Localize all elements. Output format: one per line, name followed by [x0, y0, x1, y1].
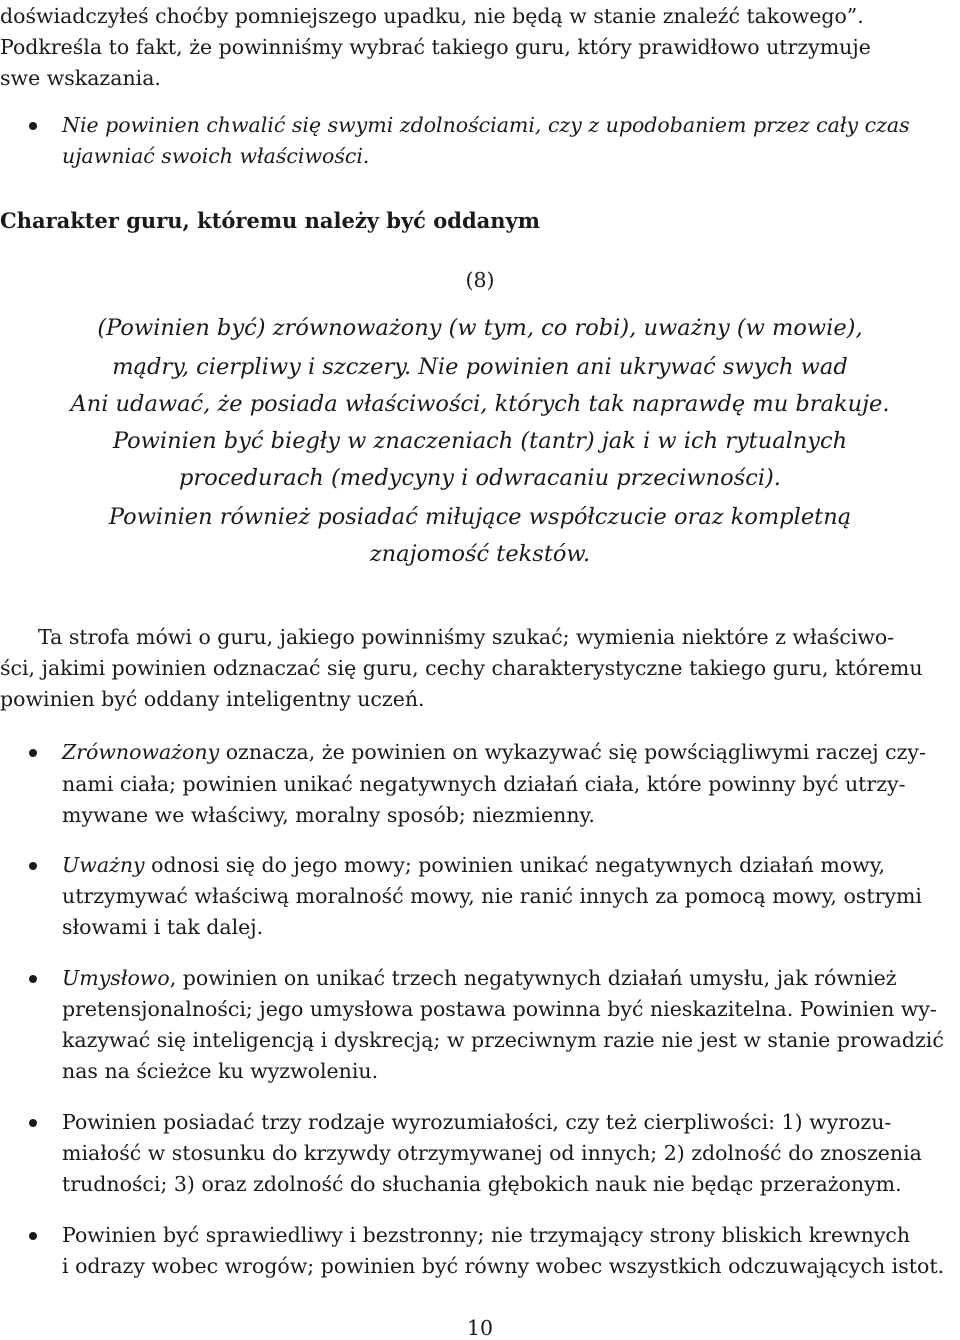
bullet-line: utrzymywać właściwą moralność mowy, nie ranić innych za pomocą mowy, ostrymi — [62, 884, 922, 908]
paragraph-line: Podkreśla to fakt, że powinniśmy wybrać takiego guru, który prawidłowo utrzymuje — [0, 35, 871, 59]
bullet-text: , powinien on unikać trzech negatywnych działań umysłu, jak również — [169, 966, 897, 990]
bullet-line — [62, 742, 926, 763]
bullet-icon — [29, 1119, 37, 1127]
bullet-line: nami ciała; powinien unikać negatywnych działań ciała, które powinny być utrzy- — [62, 772, 906, 796]
bullet-icon — [29, 1232, 37, 1240]
verse-line: procedurach (medycyny i odwracaniu przeciwności). — [179, 465, 781, 491]
bullet-line: Powinien być sprawiedliwy i bezstronny; nie trzymający strony bliskich krewnych — [62, 1223, 911, 1247]
bullet-line: Nie powinien chwalić się swymi zdolnościami, czy z upodobaniem przez cały czas — [62, 113, 910, 137]
bullet-line: miałość w stosunku do krzywdy otrzymywanej od innych; 2) zdolność do znoszenia — [62, 1141, 922, 1165]
bullet-text: oznacza, że powinien on wykazywać się powściągliwymi raczej czy- — [219, 740, 926, 764]
bullet-line — [62, 968, 897, 989]
section-heading: Charakter guru, któremu należy być oddanym — [0, 208, 540, 233]
bullet-term: Uważny — [62, 853, 145, 877]
bullet-line: pretensjonalności; jego umysłowa postawa powinna być nieskazitelna. Powinien wy- — [62, 997, 937, 1021]
verse-line: znajomość tekstów. — [369, 541, 591, 567]
bullet-term: Zrównoważony — [62, 740, 220, 764]
verse-line: Ani udawać, że posiada właściwości, których tak naprawdę mu brakuje. — [70, 391, 890, 417]
bullet-line: ujawniać swoich właściwości. — [62, 144, 370, 168]
paragraph-line: swe wskazania. — [0, 66, 161, 90]
verse-line: (Powinien być) zrównoważony (w tym, co robi), uważny (w mowie), — [97, 315, 863, 341]
bullet-line: i odrazy wobec wrogów; powinien być równy wobec wszystkich odczuwających istot. — [62, 1254, 945, 1278]
verse-line: mądry, cierpliwy i szczery. Nie powinien ani ukrywać swych wad — [112, 354, 848, 380]
bullet-icon — [29, 122, 37, 130]
bullet-line — [62, 855, 885, 876]
bullet-icon — [29, 862, 37, 870]
verse-line: Powinien być biegły w znaczeniach (tantr) jak i w ich rytualnych — [112, 428, 848, 454]
bullet-icon — [29, 749, 37, 757]
paragraph-line: doświadczyłeś choćby pomniejszego upadku, nie będą w stanie znaleźć takowego”. — [0, 4, 864, 28]
verse-number: (8) — [465, 268, 495, 292]
bullet-icon — [29, 975, 37, 983]
bullet-term: Umysłowo — [62, 966, 170, 990]
paragraph-line: Ta strofa mówi o guru, jakiego powinniśmy szukać; wymienia niektóre z właściwo- — [38, 625, 895, 649]
bullet-line: słowami i tak dalej. — [62, 915, 264, 939]
bullet-line: Powinien posiadać trzy rodzaje wyrozumiałości, czy też cierpliwości: 1) wyrozu- — [62, 1110, 892, 1134]
bullet-line: nas na ścieżce ku wyzwoleniu. — [62, 1059, 379, 1083]
page-number: 10 — [466, 1316, 494, 1340]
paragraph-line: powinien być oddany inteligentny uczeń. — [0, 687, 425, 711]
bullet-line: trudności; 3) oraz zdolność do słuchania głębokich nauk nie będąc przerażonym. — [62, 1172, 902, 1196]
bullet-line: mywane we właściwy, moralny sposób; niezmienny. — [62, 803, 595, 827]
bullet-text: odnosi się do jego mowy; powinien unikać negatywnych działań mowy, — [144, 853, 886, 877]
bullet-line: kazywać się inteligencją i dyskrecją; w przeciwnym razie nie jest w stanie prowadzić — [62, 1028, 944, 1052]
verse-line: Powinien również posiadać miłujące współczucie oraz kompletną — [108, 504, 852, 530]
paragraph-line: ści, jakimi powinien odznaczać się guru, cechy charakterystyczne takiego guru, któremu — [0, 656, 923, 680]
